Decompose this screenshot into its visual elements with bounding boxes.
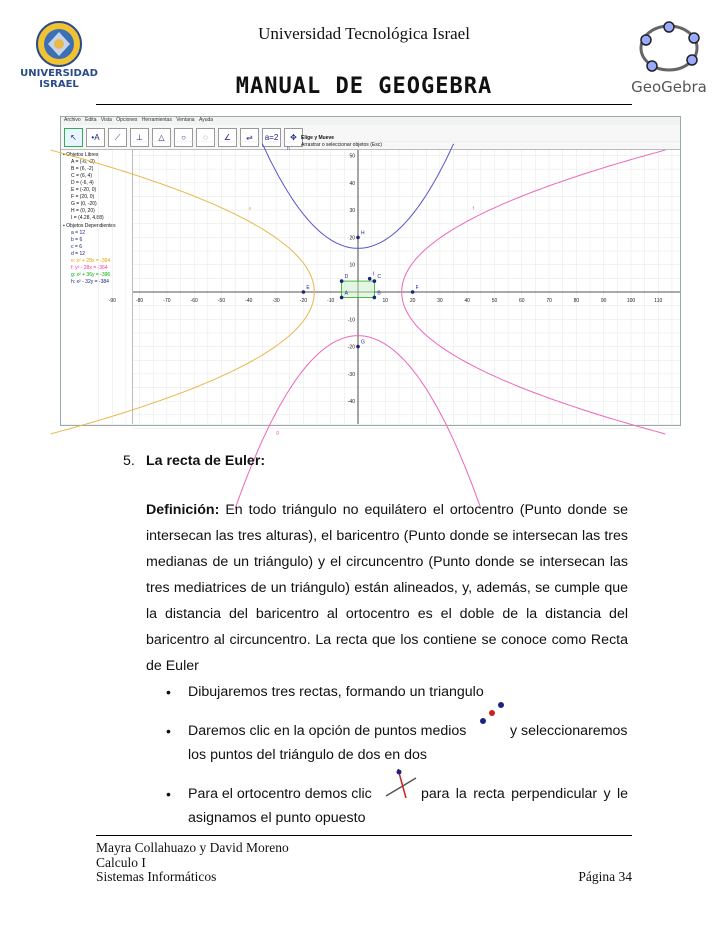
point-E	[302, 290, 306, 294]
curve-label-h: h	[287, 146, 290, 153]
x-tick-label: 40	[464, 298, 470, 304]
bullet-2-text-after: y seleccionaremos	[510, 723, 628, 739]
list-item[interactable]: H = (0, 20)	[71, 208, 95, 214]
definition-line: tres mediatrices de un triángulo) están alineados, y, además, se cumple que	[146, 580, 628, 596]
bullet-3-text-line2: asignamos el punto opuesto	[188, 810, 366, 826]
y-tick-label: -10	[347, 317, 355, 324]
point-label-A: A	[344, 290, 348, 297]
menu-item[interactable]: Archivo	[64, 117, 81, 123]
point-G	[356, 345, 360, 349]
definition-line: intersecan las tres alturas), el baricentro (Punto donde se intersecan las tres	[146, 528, 628, 544]
circle-tool-icon[interactable]: ○	[174, 128, 193, 147]
bullet-dot: •	[166, 684, 171, 700]
list-item[interactable]: G = (0, -20)	[71, 201, 97, 207]
menu-item[interactable]: Edita	[85, 117, 97, 123]
list-item[interactable]: B = (6, -2)	[71, 166, 94, 172]
graphics-view[interactable]	[108, 146, 680, 436]
free-objects-heading[interactable]: ▪ Objetos Libres	[63, 152, 99, 158]
point-tool-icon[interactable]: •A	[86, 128, 105, 147]
x-tick-label: 90	[600, 298, 607, 304]
x-tick-label: -50	[217, 298, 226, 304]
definition-line: la distancia del baricentro al ortocentro es el doble de la distancia del	[146, 606, 628, 622]
x-tick-label: -80	[135, 298, 144, 304]
x-tick-label: -90	[108, 298, 116, 304]
geogebra-logo	[624, 20, 714, 100]
definition-text: En todo triángulo no equilátero el ortocentro (Punto donde se	[225, 502, 628, 518]
x-tick-label: 100	[626, 298, 636, 304]
menu-item[interactable]: Herramientas	[141, 117, 172, 123]
menu-item[interactable]: Vista	[100, 117, 112, 123]
x-tick-label: 70	[546, 298, 552, 304]
footer-authors: Mayra Collahuazo y David Moreno	[96, 840, 289, 855]
x-tick-label: 30	[437, 298, 443, 304]
list-item[interactable]: e: x² + 28x = -364	[71, 258, 111, 264]
y-tick-label: 30	[349, 208, 355, 215]
y-tick-label: 10	[349, 262, 355, 269]
x-tick-label: -30	[272, 298, 280, 304]
footer-divider	[96, 835, 632, 836]
x-tick-label: -70	[163, 298, 171, 304]
algebra-view	[61, 150, 133, 424]
x-tick-label: -20	[299, 298, 308, 304]
point-H	[356, 236, 360, 240]
tool-description: Arrastrar o seleccionar objetos (Esc)	[301, 142, 382, 148]
point-F	[411, 290, 415, 294]
point-label-I: I	[372, 271, 375, 278]
bullet-dot: •	[166, 786, 171, 802]
y-tick-label: 50	[349, 153, 355, 160]
point-label-D: D	[344, 274, 349, 281]
geogebra-window	[60, 116, 681, 436]
move-tool-icon[interactable]: ↖	[64, 128, 83, 147]
definition-line: medianas de un triángulo) y el circuncentro (Punto donde se intersecan las	[146, 554, 628, 570]
list-item[interactable]: c = 6	[71, 244, 82, 250]
point-label-H: H	[361, 230, 365, 237]
list-item[interactable]: b = 6	[71, 237, 83, 243]
point-label-C: C	[377, 274, 382, 281]
list-item[interactable]: h: x² - 32y = -384	[71, 279, 109, 285]
x-tick-label: -10	[327, 298, 335, 304]
section-number: 5.	[123, 453, 135, 469]
geogebra-logo-text: GeoGebra	[631, 78, 707, 96]
y-tick-label: -40	[347, 399, 355, 406]
conic-tool-icon[interactable]: ◌	[196, 128, 215, 147]
point-label-G: G	[361, 339, 365, 346]
point-C	[373, 279, 377, 283]
point-label-E: E	[306, 285, 310, 291]
menu-item[interactable]: Opciones	[116, 117, 138, 123]
bullet-2-text: Daremos clic en la opción de puntos medios	[188, 723, 467, 739]
list-item[interactable]: a = 12	[71, 230, 86, 236]
angle-tool-icon[interactable]: ∠	[218, 128, 237, 147]
x-tick-label: 50	[491, 298, 498, 304]
bullet-2-text-line2: los puntos del triángulo de dos en dos	[188, 747, 427, 763]
y-tick-label: -30	[347, 371, 355, 378]
point-A	[340, 296, 344, 300]
point-B	[373, 296, 377, 300]
header-divider	[96, 104, 632, 105]
definition-label: Definición:	[146, 502, 220, 518]
definition-line: baricentro al circuncentro. La recta que los contiene se conoce como Recta	[146, 632, 628, 648]
point-label-F: F	[415, 285, 419, 291]
list-item[interactable]: d = 12	[71, 251, 86, 257]
bullet-3-text-after: para la recta perpendicular y le	[421, 786, 628, 802]
university-name: Universidad Tecnológica Israel	[258, 24, 470, 43]
polygon-tool-icon[interactable]: △	[152, 128, 171, 147]
curve-label-g: g	[276, 429, 279, 436]
list-item[interactable]: I = (4.28, 4.88)	[71, 215, 104, 221]
text-tool-icon[interactable]: a=2	[262, 128, 281, 147]
list-item[interactable]: F = (20, 0)	[71, 194, 95, 200]
toolbar	[61, 125, 680, 153]
university-logo-text: UNIVERSIDAD ISRAEL	[20, 68, 98, 90]
list-item[interactable]: D = (-6, 4)	[71, 180, 94, 186]
list-item[interactable]: E = (-20, 0)	[71, 187, 97, 193]
page-number: Página 34	[578, 869, 632, 884]
midpoint-tool-icon	[478, 700, 506, 728]
definition-line: de Euler	[146, 658, 199, 674]
x-tick-label: 80	[573, 298, 580, 304]
pan-tool-icon[interactable]: ✥	[284, 128, 303, 147]
line-tool-icon[interactable]: ⟋	[108, 128, 127, 147]
perpendicular-tool-icon[interactable]: ⊥	[130, 128, 149, 147]
list-item[interactable]: g: x² + 36y = -396	[71, 272, 111, 278]
graphics-canvas[interactable]	[108, 146, 680, 436]
bullet-3-text: Para el ortocentro demos clic	[188, 786, 372, 802]
menu-item[interactable]: Ayuda	[198, 117, 214, 123]
x-tick-label: 10	[382, 298, 389, 304]
curve-label-f: f	[472, 206, 475, 213]
dependent-objects-heading[interactable]: ▪ Objetos Dependientes	[63, 223, 116, 229]
list-item[interactable]: f: y² - 28x = -364	[71, 265, 108, 271]
x-tick-label: -40	[245, 298, 253, 304]
geogebra-logo-icon	[624, 20, 714, 80]
x-tick-label: 60	[519, 298, 525, 304]
definition-line-1	[146, 497, 628, 523]
section-heading: La recta de Euler:	[146, 453, 266, 469]
menu-item[interactable]: Ventana	[176, 117, 195, 123]
point-label-B: B	[377, 290, 381, 297]
list-item[interactable]: C = (6, 4)	[71, 173, 92, 179]
bullet-dot: •	[166, 723, 171, 739]
point-D	[340, 279, 344, 283]
footer-program: Sistemas Informáticos	[96, 869, 217, 884]
tool-title: Elige y Mueve	[301, 135, 335, 141]
y-tick-label: 20	[349, 235, 355, 242]
page-title: MANUAL DE GEOGEBRA	[235, 74, 493, 99]
x-tick-label: 20	[409, 298, 416, 304]
x-tick-label: -60	[190, 298, 198, 304]
y-tick-label: 40	[349, 180, 355, 187]
x-tick-label: 110	[654, 298, 663, 304]
menu-bar	[61, 117, 680, 125]
list-item[interactable]: A = (-6, -2)	[71, 159, 95, 165]
perpendicular-line-icon	[384, 766, 418, 800]
curve-label-e: e	[248, 206, 252, 213]
footer-course: Calculo I	[96, 855, 146, 870]
bullet-1-text: Dibujaremos tres rectas, formando un triangulo	[188, 684, 484, 700]
point-I	[368, 277, 372, 281]
y-tick-label: -20	[347, 344, 355, 351]
reflect-tool-icon[interactable]: ⇌	[240, 128, 259, 147]
